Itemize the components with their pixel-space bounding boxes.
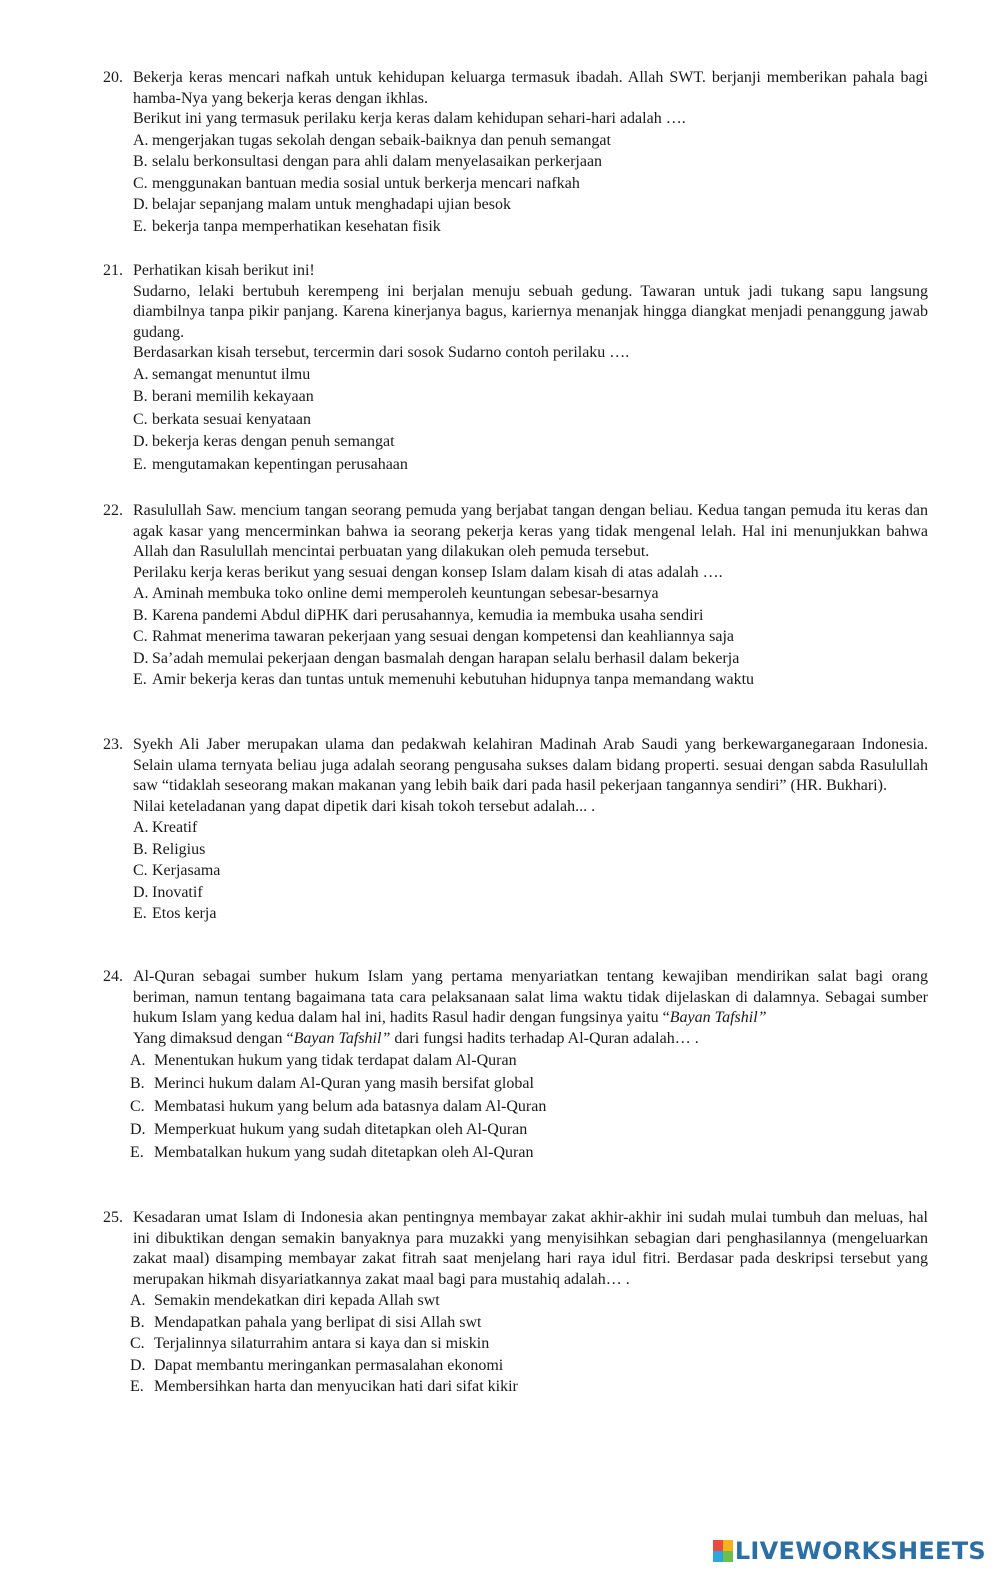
- question-stem: [133, 1029, 928, 1050]
- option-text: Kreatif: [152, 819, 198, 836]
- option-text: Semakin mendekatkan diri kepada Allah swt: [154, 1292, 440, 1309]
- option-text: semangat menuntut ilmu: [152, 365, 311, 383]
- option-b[interactable]: [130, 1312, 928, 1334]
- option-b[interactable]: [133, 605, 928, 627]
- option-letter: C.: [133, 410, 148, 428]
- option-letter: B.: [133, 388, 148, 405]
- option-letter: B.: [130, 1075, 145, 1092]
- option-text: Membersihkan harta dan menyucikan hati dari sifat kikir: [154, 1378, 518, 1395]
- question-21: [103, 261, 928, 476]
- question-number: 25.: [103, 1209, 123, 1226]
- logo-square-blue: [713, 1551, 723, 1562]
- option-letter: D.: [133, 433, 149, 450]
- option-text: Aminah membuka toko online demi memperoleh keuntungan sebesar-besarnya: [152, 585, 659, 602]
- question-number: 22.: [103, 502, 123, 519]
- question-text-body: Al-Quran sebagai sumber hukum Islam yang pertama menyariatkan tentang kewajiban mendirikan salat bagi orang beriman, namun tentang bagaimana tata cara pelaksanaan salat lima waktu tidak dijelaskan di dalamnya. Sebagai sumber hukum Islam yang kedua dalam hal ini, hadits Rasul hadir dengan fungsinya yaitu “: [133, 968, 928, 1026]
- option-letter: D.: [133, 196, 149, 213]
- option-list: [130, 1049, 928, 1164]
- logo-square-red: [713, 1540, 723, 1551]
- option-letter: D.: [133, 883, 149, 901]
- option-d[interactable]: [133, 648, 928, 670]
- option-list: [133, 130, 928, 238]
- option-text: menggunakan bantuan media sosial untuk berkerja mencari nafkah: [152, 174, 580, 192]
- option-letter: A.: [133, 819, 149, 836]
- option-letter: E.: [133, 455, 147, 473]
- question-20: [103, 68, 928, 237]
- question-stem: Perilaku kerja keras berikut yang sesuai dengan konsep Islam dalam kisah di atas adalah ….: [133, 563, 723, 581]
- option-letter: E.: [133, 671, 147, 688]
- option-text: berkata sesuai kenyataan: [152, 410, 312, 428]
- option-text: Membatalkan hukum yang sudah ditetapkan oleh Al-Quran: [154, 1144, 534, 1161]
- option-text: Sa’adah memulai pekerjaan dengan basmalah dengan harapan selalu berhasil dalam bekerja: [152, 649, 740, 667]
- question-stem: Nilai keteladanan yang dapat dipetik dari kisah tokoh tersebut adalah... .: [133, 797, 596, 815]
- question-text: Kesadaran umat Islam di Indonesia akan pentingnya membayar zakat akhir-akhir ini sudah mulai tumbuh dan meluas, hal ini dibuktikan dengan semakin banyaknya para muzakki yang menyisihkan sebagian dari penghasilannya (mengeluarkan zakat maal) disamping membayar zakat fitrah saat menjelang hari raya idul fitri. Berdasar pada deskripsi tersebut yang merupakan hikmah disyariatkannya zakat maal bagi para mustahiq adalah… .: [133, 1209, 928, 1288]
- stem-prefix: Yang dimaksud dengan “: [133, 1029, 294, 1047]
- option-text: Amir bekerja keras dan tuntas untuk memenuhi kebutuhan hidupnya tanpa memandang waktu: [152, 671, 755, 688]
- option-e[interactable]: [130, 1376, 928, 1398]
- option-text: Merinci hukum dalam Al-Quran yang masih bersifat global: [154, 1075, 534, 1092]
- option-letter: D.: [130, 1356, 146, 1374]
- option-text: Etos kerja: [152, 905, 217, 922]
- option-letter: C.: [133, 862, 148, 879]
- option-list: [133, 583, 928, 691]
- option-text: Memperkuat hukum yang sudah ditetapkan oleh Al-Quran: [154, 1121, 528, 1138]
- liveworksheets-brand[interactable]: [713, 1538, 986, 1564]
- question-23: [103, 735, 928, 925]
- option-text: Karena pandemi Abdul diPHK dari perusahannya, kemudia ia membuka usaha sendiri: [152, 606, 704, 624]
- option-text: Kerjasama: [152, 862, 221, 879]
- option-letter: E.: [133, 217, 147, 235]
- option-c[interactable]: [130, 1095, 928, 1118]
- option-letter: A.: [133, 585, 149, 602]
- question-number: 21.: [103, 262, 123, 279]
- option-c[interactable]: [133, 860, 928, 882]
- logo-square-yellow: [723, 1540, 733, 1551]
- option-text: berani memilih kekayaan: [152, 388, 314, 405]
- option-letter: B.: [133, 840, 148, 858]
- option-letter: B.: [133, 606, 148, 624]
- option-text: belajar sepanjang malam untuk menghadapi ujian besok: [152, 196, 511, 213]
- option-a[interactable]: [133, 364, 928, 387]
- question-intro: Perhatikan kisah berikut ini!: [133, 262, 315, 279]
- option-b[interactable]: [133, 151, 928, 173]
- option-d[interactable]: [133, 882, 928, 904]
- option-letter: C.: [133, 628, 148, 645]
- question-number: 23.: [103, 736, 123, 753]
- question-text: Bekerja keras mencari nafkah untuk kehidupan keluarga termasuk ibadah. Allah SWT. berjanji memberikan pahala bagi hamba-Nya yang bekerja keras dengan ikhlas.: [133, 69, 928, 107]
- option-text: mengutamakan kepentingan perusahaan: [152, 455, 408, 473]
- option-list: [133, 817, 928, 925]
- option-text: Inovatif: [152, 883, 203, 901]
- question-24: [103, 967, 928, 1164]
- option-text: Religius: [152, 840, 206, 858]
- option-text: bekerja keras dengan penuh semangat: [152, 433, 395, 450]
- question-text: Sudarno, lelaki bertubuh kerempeng ini berjalan menuju sebuah gedung. Tawaran untuk jadi tukang sapu langsung diambilnya tanpa pikir panjang. Karena kinerjanya bagus, kariernya menanjak hingga diangkat menjadi penanggung jawab gudang.: [133, 282, 928, 341]
- option-letter: B.: [133, 153, 148, 170]
- liveworksheets-logo-icon: [713, 1540, 733, 1562]
- logo-square-green: [723, 1551, 733, 1562]
- option-letter: E.: [130, 1378, 144, 1395]
- option-a[interactable]: [130, 1290, 928, 1312]
- option-a[interactable]: [133, 583, 928, 605]
- option-text: Rahmat menerima tawaran pekerjaan yang sesuai dengan kompetensi dan keahliannya saja: [152, 628, 734, 645]
- option-c[interactable]: [133, 626, 928, 648]
- question-stem: Berikut ini yang termasuk perilaku kerja keras dalam kehidupan sehari-hari adalah ….: [133, 110, 686, 127]
- option-e[interactable]: [133, 216, 928, 238]
- question-number: 24.: [103, 968, 123, 985]
- option-text: Menentukan hukum yang tidak terdapat dalam Al-Quran: [154, 1052, 517, 1069]
- option-letter: E.: [130, 1144, 144, 1161]
- option-c[interactable]: [130, 1333, 928, 1355]
- question-text: [133, 967, 928, 1029]
- option-d[interactable]: [133, 431, 928, 454]
- option-a[interactable]: [133, 130, 928, 152]
- option-letter: A.: [133, 131, 149, 149]
- question-text: Rasulullah Saw. mencium tangan seorang pemuda yang berjabat tangan dengan beliau. Kedua tangan pemuda itu keras dan agak kasar yang mencerminkan bahwa ia seorang pekerja keras yang tidak mengenal lelah. Hal ini menunjukkan bahwa Allah dan Rasulullah mencintai perbuatan yang dilakukan oleh pemuda tersebut.: [133, 502, 928, 560]
- question-25: [103, 1208, 928, 1398]
- option-text: mengerjakan tugas sekolah dengan sebaik-baiknya dan penuh semangat: [152, 131, 611, 149]
- option-d[interactable]: [130, 1118, 928, 1141]
- option-letter: A.: [130, 1052, 146, 1069]
- option-b[interactable]: [130, 1072, 928, 1095]
- option-letter: B.: [130, 1313, 145, 1331]
- option-text: Terjalinnya silaturrahim antara si kaya dan si miskin: [154, 1335, 490, 1352]
- option-text: Membatasi hukum yang belum ada batasnya dalam Al-Quran: [154, 1098, 547, 1115]
- question-text: Syekh Ali Jaber merupakan ulama dan pedakwah kelahiran Madinah Arab Saudi yang berkewarganegaraan Indonesia. Selain ulama ternyata beliau juga adalah seorang pengusaha sukses dalam bidang properti. sesuai dengan sabda Rasulullah saw “tidaklah seseorang makan makanan yang lebih baik dari pada hasil pekerjaan tangannya sendiri” (HR. Bukhari).: [133, 736, 928, 794]
- option-text: Dapat membantu meringankan permasalahan ekonomi: [154, 1356, 504, 1374]
- option-list: [130, 1290, 928, 1398]
- option-letter: E.: [133, 905, 147, 922]
- option-letter: C.: [133, 174, 148, 192]
- option-c[interactable]: [133, 409, 928, 432]
- option-e[interactable]: [133, 669, 928, 691]
- option-d[interactable]: [133, 194, 928, 216]
- option-letter: C.: [130, 1335, 145, 1352]
- option-c[interactable]: [133, 173, 928, 195]
- option-letter: D.: [130, 1121, 146, 1138]
- option-e[interactable]: [130, 1141, 928, 1164]
- question-number: 20.: [103, 69, 123, 86]
- option-text: Mendapatkan pahala yang berlipat di sisi Allah swt: [154, 1313, 482, 1331]
- term-bayan-tafshil: Bayan Tafshil”: [669, 1009, 767, 1026]
- option-letter: D.: [133, 649, 149, 667]
- option-text: bekerja tanpa memperhatikan kesehatan fisik: [152, 217, 441, 235]
- option-a[interactable]: [130, 1049, 928, 1072]
- option-list: [133, 364, 928, 477]
- question-stem: Berdasarkan kisah tersebut, tercermin dari sosok Sudarno contoh perilaku ….: [133, 344, 630, 361]
- stem-suffix: dari fungsi hadits terhadap Al-Quran adalah… .: [390, 1029, 699, 1047]
- question-22: [103, 501, 928, 691]
- option-letter: A.: [133, 365, 149, 383]
- option-e[interactable]: [133, 454, 928, 477]
- option-d[interactable]: [130, 1355, 928, 1377]
- option-b[interactable]: [133, 386, 928, 409]
- brand-name: LIVEWORKSHEETS: [734, 1537, 986, 1565]
- option-text: selalu berkonsultasi dengan para ahli dalam menyelasaikan perkerjaan: [152, 153, 603, 170]
- option-letter: C.: [130, 1098, 145, 1115]
- option-e[interactable]: [133, 903, 928, 925]
- option-letter: A.: [130, 1292, 146, 1309]
- option-b[interactable]: [133, 839, 928, 861]
- option-a[interactable]: [133, 817, 928, 839]
- stem-term: Bayan Tafshil”: [293, 1029, 391, 1047]
